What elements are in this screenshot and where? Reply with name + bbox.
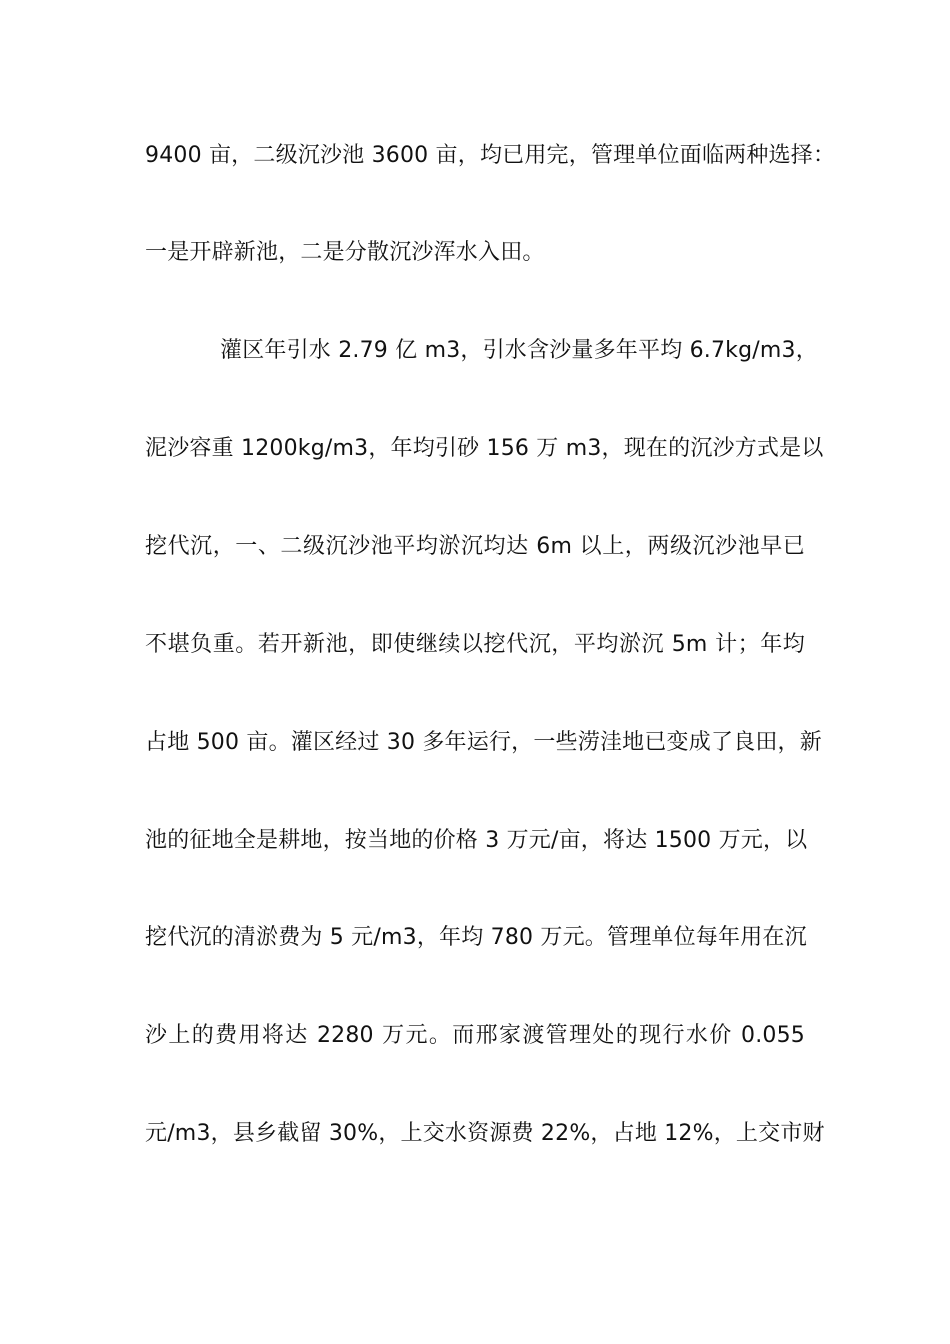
text-line: 挖代沉，一、二级沉沙池平均淤沉均达 6m 以上，两级沉沙池早已 [145,534,805,559]
text-line: 9400 亩，二级沉沙池 3600 亩，均已用完，管理单位面临两种选择： [145,143,836,168]
text-line: 挖代沉的清淤费为 5 元/m3，年均 780 万元。管理单位每年用在沉 [145,925,807,950]
text-line: 不堪负重。若开新池，即使继续以挖代沉，平均淤沉 5m 计；年均 [145,632,805,657]
text-line-indented: 灌区年引水 2.79 亿 m3，引水含沙量多年平均 6.7kg/m3， [220,338,818,363]
text-line: 占地 500 亩。灌区经过 30 多年运行，一些涝洼地已变成了良田，新 [145,730,822,755]
text-line: 一是开辟新池，二是分散沉沙浑水入田。 [145,240,545,265]
text-line: 泥沙容重 1200kg/m3，年均引砂 156 万 m3，现在的沉沙方式是以 [145,436,824,461]
text-line: 池的征地全是耕地，按当地的价格 3 万元/亩，将达 1500 万元，以 [145,828,808,853]
text-line: 沙上的费用将达 2280 万元。而邢家渡管理处的现行水价 0.055 [145,1023,805,1048]
text-line: 元/m3，县乡截留 30%，上交水资源费 22%，占地 12%，上交市财 [145,1121,825,1146]
